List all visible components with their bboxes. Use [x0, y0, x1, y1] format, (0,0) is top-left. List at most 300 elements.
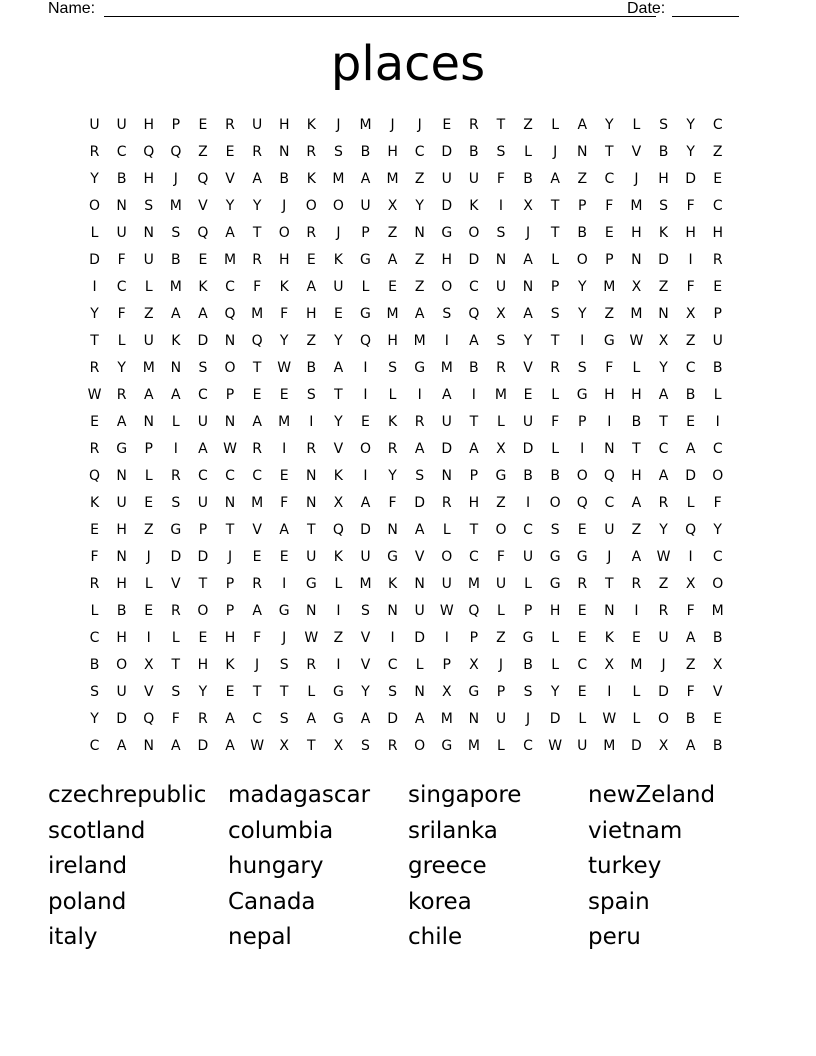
- grid-letter: E: [388, 279, 397, 295]
- grid-letter: V: [198, 198, 208, 214]
- grid-letter: E: [713, 279, 723, 295]
- word-list-item: ireland: [48, 853, 128, 879]
- grid-letter: L: [713, 387, 722, 403]
- grid-letter: Y: [577, 279, 587, 295]
- grid-letter: U: [414, 603, 425, 619]
- grid-letter: L: [686, 495, 695, 511]
- grid-letter: A: [685, 630, 696, 646]
- grid-letter: L: [632, 711, 641, 727]
- grid-letter: N: [143, 225, 154, 241]
- grid-letter: A: [333, 360, 344, 376]
- word-list-item: chile: [408, 924, 463, 950]
- grid-letter: Y: [605, 117, 614, 133]
- grid-letter: S: [361, 738, 370, 754]
- grid-letter: Y: [334, 333, 343, 349]
- grid-letter: X: [387, 198, 398, 214]
- grid-letter: T: [307, 738, 316, 754]
- grid-letter: C: [712, 441, 723, 457]
- grid-letter: U: [116, 117, 127, 133]
- grid-letter: I: [634, 603, 639, 619]
- grid-letter: Q: [332, 522, 344, 538]
- grid-letter: I: [282, 576, 287, 592]
- grid-letter: P: [578, 198, 587, 214]
- grid-letter: W: [656, 549, 671, 565]
- grid-letter: R: [252, 576, 262, 592]
- grid-letter: C: [198, 468, 208, 484]
- grid-letter: M: [169, 198, 182, 214]
- grid-letter: Z: [143, 306, 154, 322]
- grid-letter: B: [116, 171, 127, 187]
- grid-letter: R: [89, 441, 100, 457]
- grid-letter: A: [631, 495, 642, 511]
- grid-letter: A: [252, 171, 262, 187]
- grid-letter: N: [441, 468, 452, 484]
- grid-letter: R: [89, 576, 100, 592]
- grid-letter: A: [523, 306, 533, 322]
- grid-letter: D: [631, 738, 642, 754]
- grid-letter: S: [333, 144, 343, 160]
- grid-letter: I: [363, 468, 368, 484]
- grid-letter: B: [658, 144, 669, 160]
- grid-letter: X: [658, 333, 669, 349]
- grid-letter: C: [468, 279, 479, 295]
- grid-letter: B: [712, 360, 723, 376]
- grid-letter: D: [685, 171, 696, 187]
- grid-letter: O: [712, 468, 724, 484]
- name-field-line[interactable]: [104, 0, 656, 17]
- grid-letter: S: [577, 360, 587, 376]
- grid-letter: E: [713, 711, 723, 727]
- grid-letter: K: [225, 657, 235, 673]
- grid-letter: F: [686, 279, 695, 295]
- grid-letter: P: [442, 657, 451, 673]
- grid-letter: X: [685, 306, 696, 322]
- grid-letter: I: [444, 333, 449, 349]
- grid-letter: O: [305, 198, 317, 214]
- grid-letter: O: [197, 603, 209, 619]
- grid-letter: B: [523, 171, 533, 187]
- grid-letter: S: [550, 306, 560, 322]
- grid-letter: H: [278, 252, 290, 268]
- grid-letter: D: [468, 252, 480, 268]
- grid-letter: I: [336, 657, 341, 673]
- grid-letter: R: [387, 441, 398, 457]
- grid-letter: O: [658, 711, 670, 727]
- grid-letter: Q: [197, 171, 209, 187]
- grid-letter: J: [173, 171, 178, 187]
- grid-letter: K: [171, 333, 181, 349]
- grid-letter: A: [225, 711, 235, 727]
- grid-letter: C: [252, 468, 262, 484]
- grid-letter: I: [580, 333, 585, 349]
- grid-letter: N: [658, 306, 669, 322]
- grid-letter: U: [468, 171, 479, 187]
- grid-letter: L: [551, 387, 560, 403]
- grid-letter: C: [225, 468, 235, 484]
- grid-letter: C: [387, 657, 398, 673]
- grid-letter: Q: [143, 144, 155, 160]
- grid-letter: G: [332, 684, 344, 700]
- grid-letter: R: [631, 576, 642, 592]
- grid-letter: G: [116, 441, 128, 457]
- grid-letter: Y: [415, 198, 424, 214]
- grid-letter: L: [524, 576, 532, 592]
- grid-letter: A: [279, 522, 289, 538]
- grid-letter: M: [467, 576, 480, 592]
- grid-letter: G: [305, 576, 317, 592]
- grid-letter: L: [497, 738, 505, 754]
- grid-letter: Q: [468, 306, 480, 322]
- grid-letter: C: [89, 738, 100, 754]
- grid-letter: C: [414, 144, 425, 160]
- grid-row: [81, 517, 731, 544]
- word-list-item: scotland: [48, 817, 146, 844]
- grid-letter: U: [577, 738, 588, 754]
- grid-letter: G: [576, 387, 588, 403]
- grid-letter: D: [197, 738, 209, 754]
- grid-letter: T: [171, 657, 181, 673]
- grid-letter: I: [390, 630, 395, 646]
- grid-letter: N: [278, 144, 290, 160]
- grid-letter: W: [629, 333, 644, 349]
- word-list-item: madagascar: [228, 782, 371, 808]
- word-list-item: srilanka: [408, 817, 498, 844]
- grid-letter: W: [602, 711, 617, 727]
- grid-letter: C: [712, 198, 723, 214]
- grid-letter: S: [496, 144, 506, 160]
- grid-letter: C: [712, 549, 723, 565]
- grid-letter: F: [686, 198, 695, 214]
- grid-letter: I: [471, 387, 476, 403]
- grid-letter: U: [116, 495, 127, 511]
- grid-letter: L: [388, 387, 397, 403]
- grid-letter: Y: [713, 522, 722, 538]
- grid-letter: Y: [686, 144, 695, 160]
- grid-letter: A: [631, 549, 642, 565]
- grid-letter: E: [198, 252, 208, 268]
- grid-letter: M: [603, 279, 616, 295]
- grid-letter: L: [578, 711, 587, 727]
- grid-letter: M: [386, 306, 399, 322]
- grid-letter: T: [550, 333, 560, 349]
- grid-letter: Z: [712, 144, 723, 160]
- grid-letter: Z: [198, 144, 208, 160]
- grid-letter: X: [496, 306, 506, 322]
- grid-letter: U: [522, 549, 534, 565]
- grid-row: [81, 652, 731, 679]
- grid-letter: T: [469, 522, 479, 538]
- grid-letter: V: [414, 549, 425, 565]
- grid-letter: J: [417, 117, 422, 133]
- grid-letter: U: [441, 171, 452, 187]
- grid-letter: R: [89, 144, 100, 160]
- grid-letter: D: [387, 711, 398, 727]
- grid-letter: G: [278, 603, 290, 619]
- grid-letter: O: [89, 198, 101, 214]
- grid-letter: I: [715, 414, 720, 430]
- grid-letter: A: [523, 252, 533, 268]
- grid-letter: Z: [414, 171, 425, 187]
- grid-row: [81, 463, 731, 490]
- grid-letter: G: [522, 630, 534, 646]
- grid-letter: A: [360, 495, 371, 511]
- grid-letter: L: [497, 414, 505, 430]
- grid-letter: P: [713, 306, 722, 322]
- grid-letter: P: [496, 684, 506, 700]
- grid-letter: Z: [658, 279, 669, 295]
- grid-letter: C: [604, 171, 615, 187]
- grid-letter: W: [439, 603, 454, 619]
- grid-letter: M: [630, 657, 643, 673]
- grid-letter: Y: [279, 333, 289, 349]
- grid-letter: U: [143, 333, 154, 349]
- grid-letter: R: [658, 603, 669, 619]
- word-list-item: spain: [588, 888, 650, 915]
- grid-letter: O: [495, 522, 507, 538]
- word-list-item: singapore: [408, 782, 522, 808]
- grid-letter: V: [360, 630, 371, 646]
- grid-letter: R: [550, 360, 560, 376]
- grid-letter: D: [658, 684, 669, 700]
- grid-letter: H: [685, 225, 696, 241]
- grid-letter: T: [550, 225, 560, 241]
- grid-letter: Z: [685, 657, 696, 673]
- grid-letter: S: [361, 603, 370, 619]
- grid-letter: J: [498, 657, 504, 673]
- grid-letter: N: [387, 603, 398, 619]
- grid-letter: M: [413, 333, 426, 349]
- grid-letter: L: [307, 684, 316, 700]
- grid-letter: T: [334, 387, 343, 403]
- grid-letter: Y: [523, 333, 533, 349]
- word-list-item: Canada: [228, 888, 316, 915]
- grid-letter: A: [441, 387, 452, 403]
- grid-letter: U: [495, 576, 507, 592]
- grid-letter: G: [441, 738, 453, 754]
- grid-letter: I: [688, 252, 693, 268]
- grid-letter: H: [278, 117, 290, 133]
- word-list-item: italy: [48, 924, 98, 950]
- grid-letter: N: [576, 144, 588, 160]
- grid-letter: A: [171, 738, 181, 754]
- grid-letter: H: [116, 522, 127, 538]
- grid-letter: O: [441, 279, 453, 295]
- grid-letter: C: [712, 117, 723, 133]
- grid-letter: S: [415, 468, 425, 484]
- word-list-item: poland: [48, 888, 127, 915]
- grid-letter: S: [171, 225, 181, 241]
- grid-letter: N: [224, 333, 236, 349]
- grid-letter: K: [333, 468, 343, 484]
- grid-letter: N: [116, 549, 127, 565]
- grid-letter: X: [333, 738, 344, 754]
- grid-letter: K: [333, 252, 343, 268]
- grid-letter: G: [414, 360, 426, 376]
- grid-letter: E: [279, 468, 289, 484]
- grid-letter: Q: [359, 333, 371, 349]
- grid-letter: X: [712, 657, 723, 673]
- grid-letter: R: [170, 468, 181, 484]
- grid-letter: X: [469, 657, 479, 673]
- grid-letter: I: [92, 279, 97, 295]
- grid-letter: N: [468, 711, 480, 727]
- grid-letter: X: [604, 657, 615, 673]
- grid-letter: R: [577, 576, 588, 592]
- grid-letter: B: [523, 657, 533, 673]
- grid-letter: R: [414, 414, 425, 430]
- grid-letter: C: [116, 144, 127, 160]
- grid-letter: E: [713, 171, 723, 187]
- grid-letter: Y: [198, 684, 208, 700]
- grid-row: [81, 139, 731, 166]
- grid-letter: G: [549, 549, 561, 565]
- grid-letter: F: [253, 279, 262, 295]
- grid-letter: P: [198, 522, 208, 538]
- grid-letter: M: [440, 360, 453, 376]
- grid-letter: J: [525, 225, 531, 241]
- grid-letter: Z: [306, 333, 317, 349]
- grid-letter: F: [551, 414, 560, 430]
- grid-letter: U: [251, 117, 263, 133]
- grid-letter: L: [415, 657, 424, 673]
- grid-letter: P: [361, 225, 370, 241]
- word-list-item: hungary: [228, 853, 324, 879]
- grid-letter: R: [712, 252, 723, 268]
- grid-letter: Z: [496, 495, 506, 511]
- grid-letter: M: [603, 738, 616, 754]
- grid-letter: N: [306, 603, 317, 619]
- grid-letter: C: [523, 522, 533, 538]
- grid-letter: Z: [333, 630, 344, 646]
- grid-letter: V: [360, 657, 371, 673]
- grid-letter: M: [467, 738, 480, 754]
- date-field-line[interactable]: [672, 0, 739, 17]
- grid-letter: D: [197, 333, 209, 349]
- grid-letter: W: [87, 387, 102, 403]
- grid-letter: A: [685, 441, 696, 457]
- grid-letter: T: [198, 576, 208, 592]
- grid-letter: A: [198, 306, 208, 322]
- grid-letter: S: [279, 657, 289, 673]
- grid-letter: L: [551, 657, 560, 673]
- grid-letter: R: [306, 441, 317, 457]
- grid-letter: D: [441, 441, 453, 457]
- grid-letter: H: [712, 225, 723, 241]
- grid-letter: N: [170, 360, 182, 376]
- grid-letter: P: [469, 630, 479, 646]
- grid-letter: G: [468, 684, 480, 700]
- grid-letter: O: [468, 225, 480, 241]
- grid-letter: Q: [468, 603, 480, 619]
- grid-letter: V: [143, 684, 154, 700]
- word-list-item: peru: [588, 924, 641, 950]
- grid-row: [81, 301, 731, 328]
- grid-letter: F: [280, 306, 289, 322]
- grid-letter: T: [307, 522, 316, 538]
- grid-letter: A: [116, 414, 127, 430]
- grid-letter: R: [198, 711, 208, 727]
- grid-letter: N: [224, 495, 236, 511]
- grid-row: [81, 706, 731, 733]
- grid-letter: M: [630, 306, 643, 322]
- grid-letter: M: [332, 171, 345, 187]
- grid-letter: D: [170, 549, 182, 565]
- grid-letter: J: [255, 657, 260, 673]
- grid-letter: T: [605, 144, 614, 160]
- grid-letter: Y: [334, 414, 343, 430]
- grid-letter: G: [387, 549, 398, 565]
- grid-letter: B: [116, 603, 127, 619]
- grid-letter: F: [117, 252, 126, 268]
- grid-row: [81, 382, 731, 409]
- grid-letter: P: [225, 387, 235, 403]
- grid-letter: X: [441, 684, 452, 700]
- grid-letter: B: [523, 468, 533, 484]
- grid-letter: S: [388, 684, 398, 700]
- grid-letter: T: [90, 333, 99, 349]
- grid-letter: A: [414, 441, 425, 457]
- grid-letter: X: [658, 738, 669, 754]
- grid-letter: Q: [251, 333, 263, 349]
- grid-letter: X: [523, 198, 533, 214]
- grid-letter: K: [658, 225, 669, 241]
- grid-letter: S: [523, 684, 533, 700]
- grid-letter: E: [361, 414, 370, 430]
- grid-letter: V: [225, 171, 235, 187]
- grid-letter: Q: [170, 144, 182, 160]
- grid-letter: S: [171, 684, 181, 700]
- grid-letter: M: [142, 360, 155, 376]
- grid-letter: K: [89, 495, 100, 511]
- grid-letter: V: [523, 360, 533, 376]
- grid-letter: P: [469, 468, 479, 484]
- grid-letter: P: [550, 279, 560, 295]
- grid-letter: M: [169, 279, 182, 295]
- grid-letter: C: [89, 630, 100, 646]
- name-label: Name:: [48, 0, 96, 17]
- grid-letter: Q: [685, 522, 697, 538]
- grid-letter: E: [225, 144, 235, 160]
- grid-letter: L: [551, 441, 560, 457]
- grid-letter: A: [360, 711, 371, 727]
- grid-letter: G: [576, 549, 588, 565]
- grid-letter: B: [577, 225, 588, 241]
- grid-letter: J: [336, 225, 341, 241]
- grid-letter: U: [658, 630, 669, 646]
- grid-letter: L: [90, 225, 99, 241]
- grid-letter: O: [441, 549, 453, 565]
- grid-letter: M: [359, 576, 372, 592]
- grid-letter: K: [306, 117, 316, 133]
- grid-letter: C: [225, 279, 235, 295]
- word-list-item: korea: [408, 888, 472, 915]
- grid-letter: D: [116, 711, 128, 727]
- grid-letter: Q: [89, 468, 101, 484]
- grid-letter: N: [522, 279, 534, 295]
- grid-letter: B: [469, 360, 479, 376]
- grid-letter: G: [441, 225, 453, 241]
- grid-letter: G: [360, 306, 371, 322]
- grid-letter: L: [497, 603, 505, 619]
- grid-letter: J: [146, 549, 151, 565]
- grid-letter: N: [604, 441, 615, 457]
- grid-letter: H: [143, 117, 154, 133]
- grid-letter: X: [279, 738, 289, 754]
- grid-letter: P: [225, 576, 235, 592]
- grid-row: [81, 598, 731, 625]
- grid-letter: G: [495, 468, 507, 484]
- grid-letter: M: [359, 117, 372, 133]
